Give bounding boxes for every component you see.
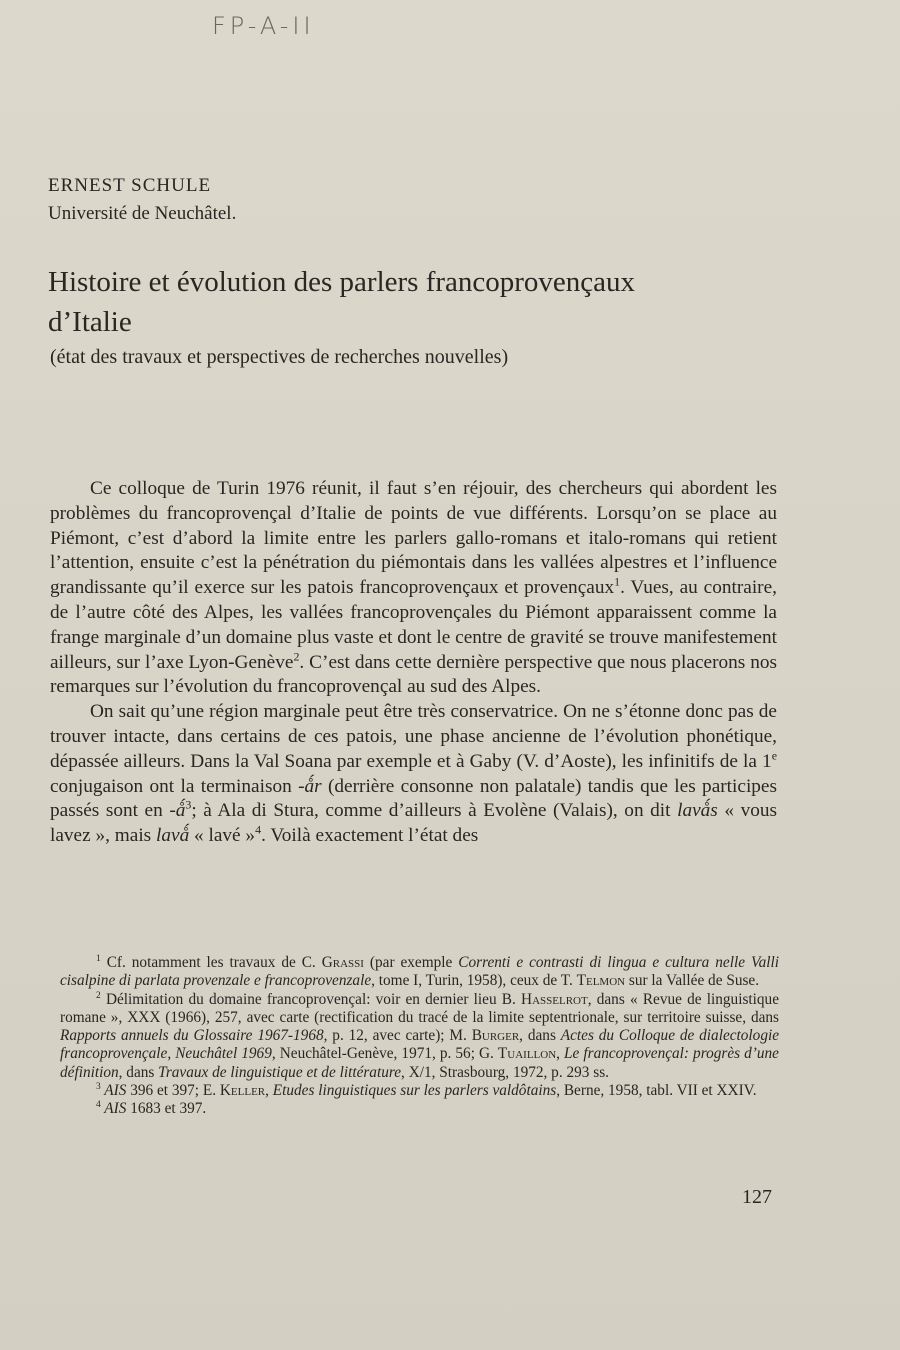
dialect-form: lavǻs (677, 800, 718, 822)
paragraph-2: On sait qu’une région marginale peut être très conservatrice. On ne s’étonne donc pas de trouver intacte, dans certains de ces patois, une phase ancienne de l’évolution phonétique, dépassée ailleurs. Dans la Val Soana par exemple et à Gaby (V. d’Aoste), les infinitifs de la 1e conjugaison ont la terminaison -ǻr (derrière consonne non palatale) tandis que les participes passés sont en $-ǻ^3$; à Ala di Stura, comme d’ailleurs à Evolène (Valais), on dit lavǻs « vous lavez », mais lavǻ « lavé »$^4$. Voilà exactement l’état des (50, 701, 777, 847)
dialect-form: lavǻ (156, 825, 190, 847)
author-block (48, 172, 236, 228)
dialect-form: -ǻr (298, 775, 322, 797)
footnote-4: $^4$ AIS 1683 et 397. (96, 1100, 207, 1118)
footnote-1: $^1$ Cf. notamment les travaux de C. Grassi (par exemple Correnti e contrasti di lingua e cultura nelle Valli cisalpine di parlata provenzale e francoprovenzale, tome I, Turin, 1958), ceux de T. Telmon sur la Vallée de Suse. (60, 953, 779, 990)
footnote-ref-3[interactable]: 3 (185, 797, 192, 812)
dialect-form: -ǻ (169, 800, 186, 822)
footnote-ref-4[interactable]: 4 (255, 822, 262, 837)
page-number: 127 (742, 1186, 772, 1208)
footnote-3: $^3$ AIS 396 et 397; E. Keller, Etudes linguistiques sur les parlers valdôtains, Berne, 1958, tabl. VII et XXIV. (96, 1081, 757, 1100)
author-name: ERNEST SCHULE (48, 175, 212, 196)
footnote-2: $^2$ Délimitation du domaine francoprovençal: voir en dernier lieu B. Hasselrot, dans « Revue de linguistique romane », XXX (1966), 257, avec carte (rectification du tracé de la limite septentrionale, sur territoire suisse, dans Rapports annuels du Glossaire 1967-1968, p. 12, avec carte); M. Burger, dans Actes du Colloque de dialectologie francoprovençale, Neuchâtel 1969, Neuchâtel-Genève, 1971, p. 56; G. Tuaillon, Le francoprovençal: progrès d’une définition, dans Travaux de linguistique et de littérature, X/1, Strasbourg, 1972, p. 293 ss. (60, 990, 780, 1081)
footnotes (60, 954, 779, 1119)
ordinal-suffix: e (771, 748, 777, 763)
body-text (50, 477, 777, 849)
footnote-ref-2[interactable]: 2 (293, 649, 300, 664)
footnote-ref-1[interactable]: 1 (614, 574, 621, 589)
article-subtitle: (état des travaux et perspectives de recherches nouvelles) (50, 346, 509, 368)
handwritten-archive-note: FP-A-II (212, 12, 315, 40)
article-title: Histoire et évolution des parlers francoprovençaux d’Italie (48, 266, 636, 338)
author-affiliation: Université de Neuchâtel. (48, 203, 237, 224)
paragraph-1: Ce colloque de Turin 1976 réunit, il faut s’en réjouir, des chercheurs qui abordent les problèmes du francoprovençal d’Italie de points de vue différents. Lorsqu’on se place au Piémont, c’est d’abord la limite entre les parlers gallo-romans et italo-romans qui retient l’attention, ensuite c’est la pénétration du piémontais dans les vallées alpestres et l’influence grandissante qu’il exerce sur les patois francoprovençaux et provençaux$^1$. Vues, au contraire, de l’autre côté des Alpes, les vallées francoprovençales du Piémont apparaissent comme la frange marginale d’un domaine plus vaste et dont le centre de gravité se trouve manifestement ailleurs, sur l’axe Lyon-Genève$^2$. C’est dans cette dernière perspective que nous placerons nos remarques sur l’évolution du francoprovençal au sud des Alpes. (50, 478, 777, 698)
